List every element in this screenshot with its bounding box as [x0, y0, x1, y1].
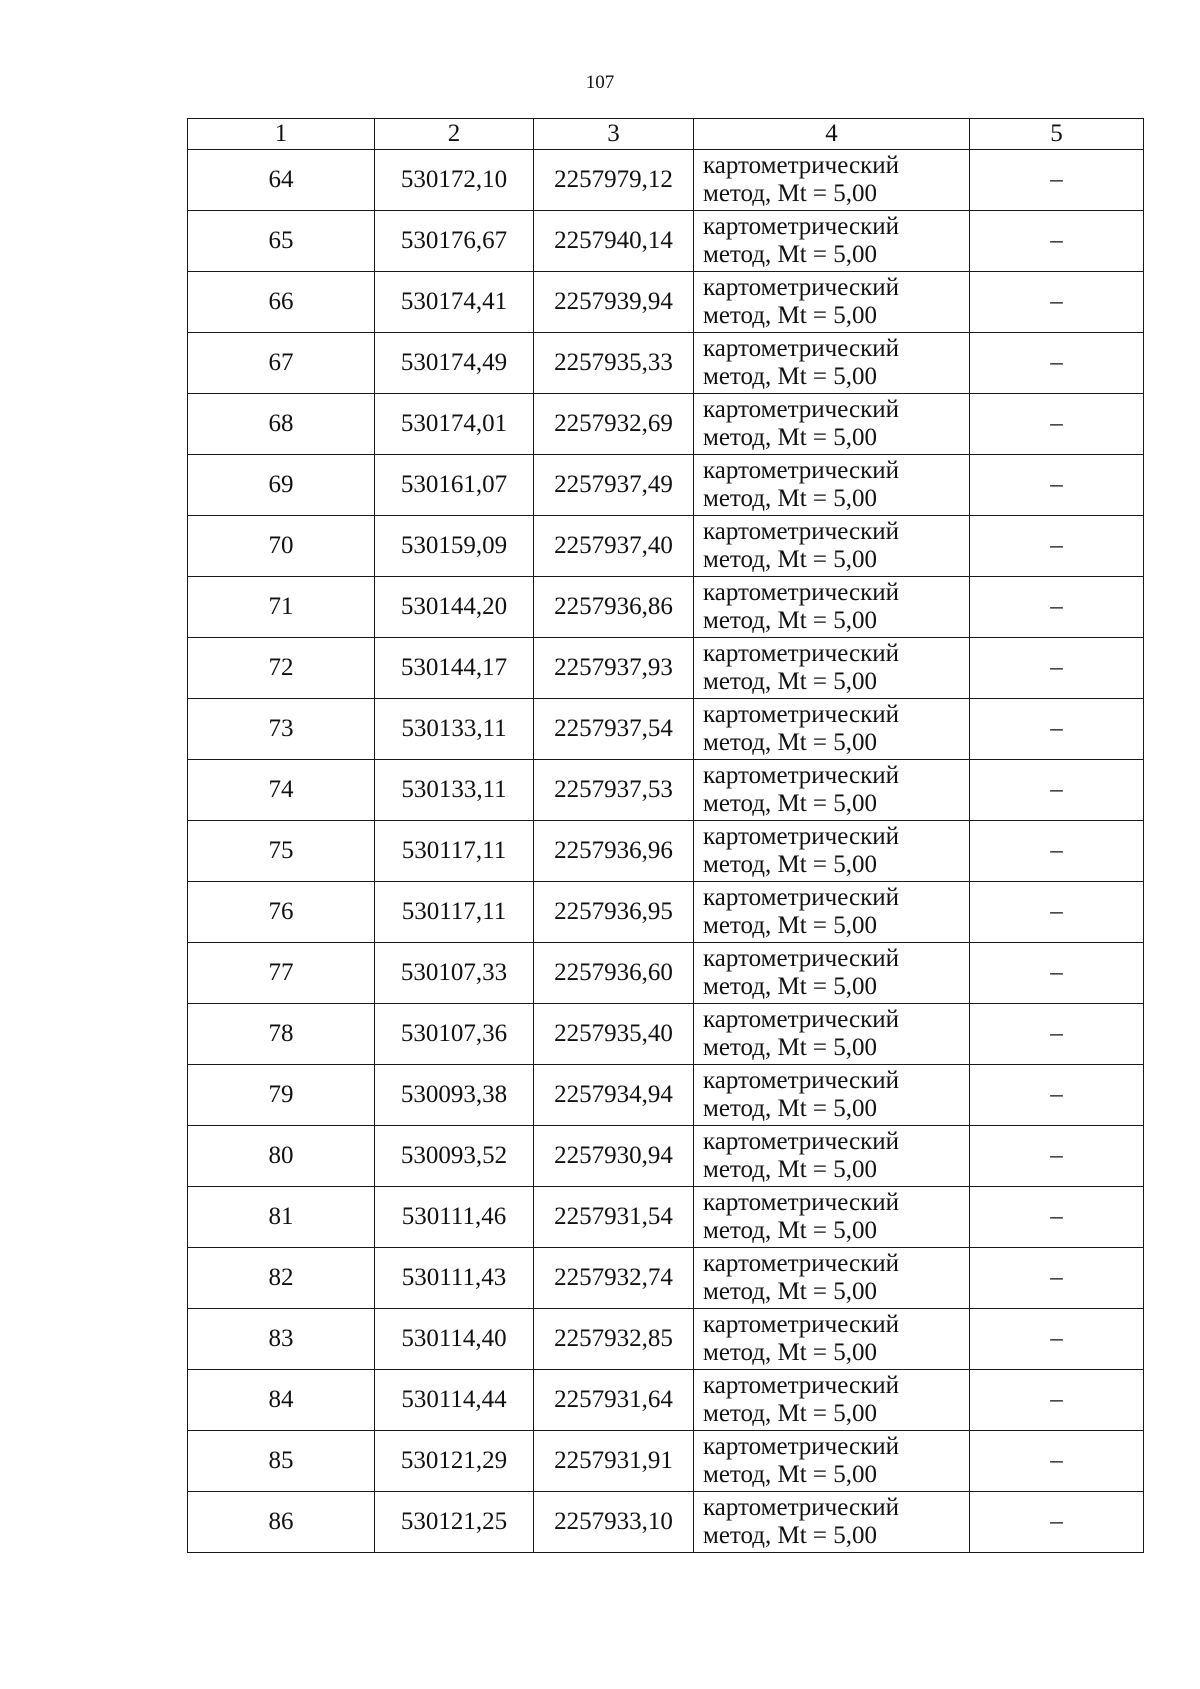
method-line-2: метод, Mt = 5,00	[703, 1217, 878, 1244]
method-line-1: картометрический	[703, 1372, 899, 1399]
method-line-1: картометрический	[703, 457, 899, 484]
x-coordinate-cell: 530114,40	[375, 1309, 534, 1370]
table-row	[188, 821, 1144, 882]
method-line-2: метод, Mt = 5,00	[703, 1156, 878, 1183]
y-coordinate-cell: 2257933,10	[534, 1492, 694, 1553]
x-coordinate-cell: 530107,36	[375, 1004, 534, 1065]
note-cell: –	[970, 394, 1144, 455]
note-cell: –	[970, 1309, 1144, 1370]
method-cell	[694, 211, 970, 272]
method-line-2: метод, Mt = 5,00	[703, 180, 878, 207]
note-cell: –	[970, 821, 1144, 882]
y-coordinate-cell: 2257937,93	[534, 638, 694, 699]
method-line-1: картометрический	[703, 823, 899, 850]
point-number-cell: 69	[188, 455, 375, 516]
table-row	[188, 394, 1144, 455]
table-row	[188, 1431, 1144, 1492]
x-coordinate-cell: 530114,44	[375, 1370, 534, 1431]
table-row	[188, 516, 1144, 577]
column-header-1: 1	[188, 119, 375, 150]
note-cell: –	[970, 577, 1144, 638]
method-line-1: картометрический	[703, 579, 899, 606]
method-cell	[694, 455, 970, 516]
note-cell: –	[970, 211, 1144, 272]
table-header	[188, 119, 1144, 150]
point-number-cell: 83	[188, 1309, 375, 1370]
y-coordinate-cell: 2257932,85	[534, 1309, 694, 1370]
method-cell	[694, 1065, 970, 1126]
method-cell	[694, 882, 970, 943]
method-line-2: метод, Mt = 5,00	[703, 607, 878, 634]
method-line-2: метод, Mt = 5,00	[703, 302, 878, 329]
method-line-1: картометрический	[703, 1128, 899, 1155]
y-coordinate-cell: 2257937,54	[534, 699, 694, 760]
note-cell: –	[970, 943, 1144, 1004]
method-cell	[694, 272, 970, 333]
x-coordinate-cell: 530133,11	[375, 760, 534, 821]
method-line-1: картометрический	[703, 1311, 899, 1338]
method-line-1: картометрический	[703, 1006, 899, 1033]
method-line-2: метод, Mt = 5,00	[703, 912, 878, 939]
point-number-cell: 81	[188, 1187, 375, 1248]
x-coordinate-cell: 530111,43	[375, 1248, 534, 1309]
y-coordinate-cell: 2257931,54	[534, 1187, 694, 1248]
x-coordinate-cell: 530159,09	[375, 516, 534, 577]
y-coordinate-cell: 2257979,12	[534, 150, 694, 211]
x-coordinate-cell: 530176,67	[375, 211, 534, 272]
column-header-3: 3	[534, 119, 694, 150]
table-row	[188, 943, 1144, 1004]
x-coordinate-cell: 530117,11	[375, 882, 534, 943]
method-line-1: картометрический	[703, 945, 899, 972]
method-line-2: метод, Mt = 5,00	[703, 1034, 878, 1061]
y-coordinate-cell: 2257934,94	[534, 1065, 694, 1126]
y-coordinate-cell: 2257931,91	[534, 1431, 694, 1492]
y-coordinate-cell: 2257932,74	[534, 1248, 694, 1309]
method-cell	[694, 821, 970, 882]
point-number-cell: 70	[188, 516, 375, 577]
table-row	[188, 1187, 1144, 1248]
header-row	[188, 119, 1144, 150]
x-coordinate-cell: 530133,11	[375, 699, 534, 760]
x-coordinate-cell: 530174,41	[375, 272, 534, 333]
method-line-2: метод, Mt = 5,00	[703, 424, 878, 451]
method-cell	[694, 1492, 970, 1553]
method-line-1: картометрический	[703, 1189, 899, 1216]
x-coordinate-cell: 530121,29	[375, 1431, 534, 1492]
method-line-1: картометрический	[703, 762, 899, 789]
note-cell: –	[970, 1065, 1144, 1126]
method-line-2: метод, Mt = 5,00	[703, 1400, 878, 1427]
point-number-cell: 64	[188, 150, 375, 211]
x-coordinate-cell: 530117,11	[375, 821, 534, 882]
note-cell: –	[970, 882, 1144, 943]
table-row	[188, 1309, 1144, 1370]
method-line-2: метод, Mt = 5,00	[703, 241, 878, 268]
point-number-cell: 73	[188, 699, 375, 760]
y-coordinate-cell: 2257935,40	[534, 1004, 694, 1065]
point-number-cell: 79	[188, 1065, 375, 1126]
y-coordinate-cell: 2257937,49	[534, 455, 694, 516]
note-cell: –	[970, 699, 1144, 760]
note-cell: –	[970, 1004, 1144, 1065]
method-line-2: метод, Mt = 5,00	[703, 1522, 878, 1549]
method-cell	[694, 1126, 970, 1187]
y-coordinate-cell: 2257937,40	[534, 516, 694, 577]
point-number-cell: 75	[188, 821, 375, 882]
point-number-cell: 84	[188, 1370, 375, 1431]
point-number-cell: 82	[188, 1248, 375, 1309]
table-row	[188, 1492, 1144, 1553]
table-row	[188, 1248, 1144, 1309]
method-cell	[694, 699, 970, 760]
point-number-cell: 85	[188, 1431, 375, 1492]
x-coordinate-cell: 530121,25	[375, 1492, 534, 1553]
point-number-cell: 67	[188, 333, 375, 394]
method-line-2: метод, Mt = 5,00	[703, 363, 878, 390]
point-number-cell: 65	[188, 211, 375, 272]
point-number-cell: 76	[188, 882, 375, 943]
note-cell: –	[970, 516, 1144, 577]
table-row	[188, 638, 1144, 699]
note-cell: –	[970, 150, 1144, 211]
y-coordinate-cell: 2257936,96	[534, 821, 694, 882]
point-number-cell: 80	[188, 1126, 375, 1187]
table-row	[188, 1370, 1144, 1431]
x-coordinate-cell: 530144,17	[375, 638, 534, 699]
method-cell	[694, 1431, 970, 1492]
method-cell	[694, 1309, 970, 1370]
point-number-cell: 66	[188, 272, 375, 333]
method-line-1: картометрический	[703, 213, 899, 240]
point-number-cell: 78	[188, 1004, 375, 1065]
method-line-2: метод, Mt = 5,00	[703, 729, 878, 756]
table-row	[188, 882, 1144, 943]
x-coordinate-cell: 530174,49	[375, 333, 534, 394]
note-cell: –	[970, 272, 1144, 333]
table-row	[188, 272, 1144, 333]
method-line-2: метод, Mt = 5,00	[703, 851, 878, 878]
method-cell	[694, 394, 970, 455]
method-line-1: картометрический	[703, 640, 899, 667]
table-body	[188, 150, 1144, 1553]
method-cell	[694, 1187, 970, 1248]
method-cell	[694, 1004, 970, 1065]
method-line-1: картометрический	[703, 396, 899, 423]
method-cell	[694, 516, 970, 577]
method-line-1: картометрический	[703, 1494, 899, 1521]
x-coordinate-cell: 530093,52	[375, 1126, 534, 1187]
method-line-1: картометрический	[703, 274, 899, 301]
note-cell: –	[970, 1431, 1144, 1492]
point-number-cell: 86	[188, 1492, 375, 1553]
note-cell: –	[970, 1370, 1144, 1431]
method-line-1: картометрический	[703, 1250, 899, 1277]
x-coordinate-cell: 530107,33	[375, 943, 534, 1004]
y-coordinate-cell: 2257932,69	[534, 394, 694, 455]
method-line-2: метод, Mt = 5,00	[703, 668, 878, 695]
point-number-cell: 74	[188, 760, 375, 821]
table-row	[188, 333, 1144, 394]
table-row	[188, 455, 1144, 516]
y-coordinate-cell: 2257936,95	[534, 882, 694, 943]
note-cell: –	[970, 1248, 1144, 1309]
method-cell	[694, 760, 970, 821]
x-coordinate-cell: 530144,20	[375, 577, 534, 638]
x-coordinate-cell: 530172,10	[375, 150, 534, 211]
method-line-2: метод, Mt = 5,00	[703, 1339, 878, 1366]
x-coordinate-cell: 530161,07	[375, 455, 534, 516]
table-row	[188, 760, 1144, 821]
method-line-1: картометрический	[703, 152, 899, 179]
method-cell	[694, 333, 970, 394]
coordinates-table	[187, 118, 1144, 1553]
point-number-cell: 77	[188, 943, 375, 1004]
table-row	[188, 1126, 1144, 1187]
y-coordinate-cell: 2257937,53	[534, 760, 694, 821]
table-row	[188, 150, 1144, 211]
method-line-1: картометрический	[703, 1067, 899, 1094]
method-cell	[694, 577, 970, 638]
point-number-cell: 68	[188, 394, 375, 455]
x-coordinate-cell: 530174,01	[375, 394, 534, 455]
y-coordinate-cell: 2257931,64	[534, 1370, 694, 1431]
column-header-5: 5	[970, 119, 1144, 150]
method-line-2: метод, Mt = 5,00	[703, 1461, 878, 1488]
table-row	[188, 1065, 1144, 1126]
table-row	[188, 1004, 1144, 1065]
y-coordinate-cell: 2257936,60	[534, 943, 694, 1004]
table-row	[188, 699, 1144, 760]
point-number-cell: 72	[188, 638, 375, 699]
method-line-1: картометрический	[703, 701, 899, 728]
method-line-2: метод, Mt = 5,00	[703, 973, 878, 1000]
method-line-2: метод, Mt = 5,00	[703, 790, 878, 817]
column-header-2: 2	[375, 119, 534, 150]
method-cell	[694, 638, 970, 699]
note-cell: –	[970, 1492, 1144, 1553]
page-number: 107	[585, 72, 615, 93]
x-coordinate-cell: 530111,46	[375, 1187, 534, 1248]
method-line-2: метод, Mt = 5,00	[703, 1095, 878, 1122]
table-row	[188, 577, 1144, 638]
method-line-1: картометрический	[703, 1433, 899, 1460]
method-line-1: картометрический	[703, 884, 899, 911]
table-row	[188, 211, 1144, 272]
y-coordinate-cell: 2257935,33	[534, 333, 694, 394]
note-cell: –	[970, 1126, 1144, 1187]
method-cell	[694, 150, 970, 211]
method-line-2: метод, Mt = 5,00	[703, 546, 878, 573]
y-coordinate-cell: 2257939,94	[534, 272, 694, 333]
method-cell	[694, 1248, 970, 1309]
note-cell: –	[970, 1187, 1144, 1248]
note-cell: –	[970, 638, 1144, 699]
method-line-1: картометрический	[703, 335, 899, 362]
y-coordinate-cell: 2257936,86	[534, 577, 694, 638]
y-coordinate-cell: 2257940,14	[534, 211, 694, 272]
point-number-cell: 71	[188, 577, 375, 638]
method-cell	[694, 943, 970, 1004]
method-line-2: метод, Mt = 5,00	[703, 1278, 878, 1305]
method-cell	[694, 1370, 970, 1431]
method-line-2: метод, Mt = 5,00	[703, 485, 878, 512]
note-cell: –	[970, 333, 1144, 394]
method-line-1: картометрический	[703, 518, 899, 545]
note-cell: –	[970, 455, 1144, 516]
column-header-4: 4	[694, 119, 970, 150]
x-coordinate-cell: 530093,38	[375, 1065, 534, 1126]
note-cell: –	[970, 760, 1144, 821]
y-coordinate-cell: 2257930,94	[534, 1126, 694, 1187]
